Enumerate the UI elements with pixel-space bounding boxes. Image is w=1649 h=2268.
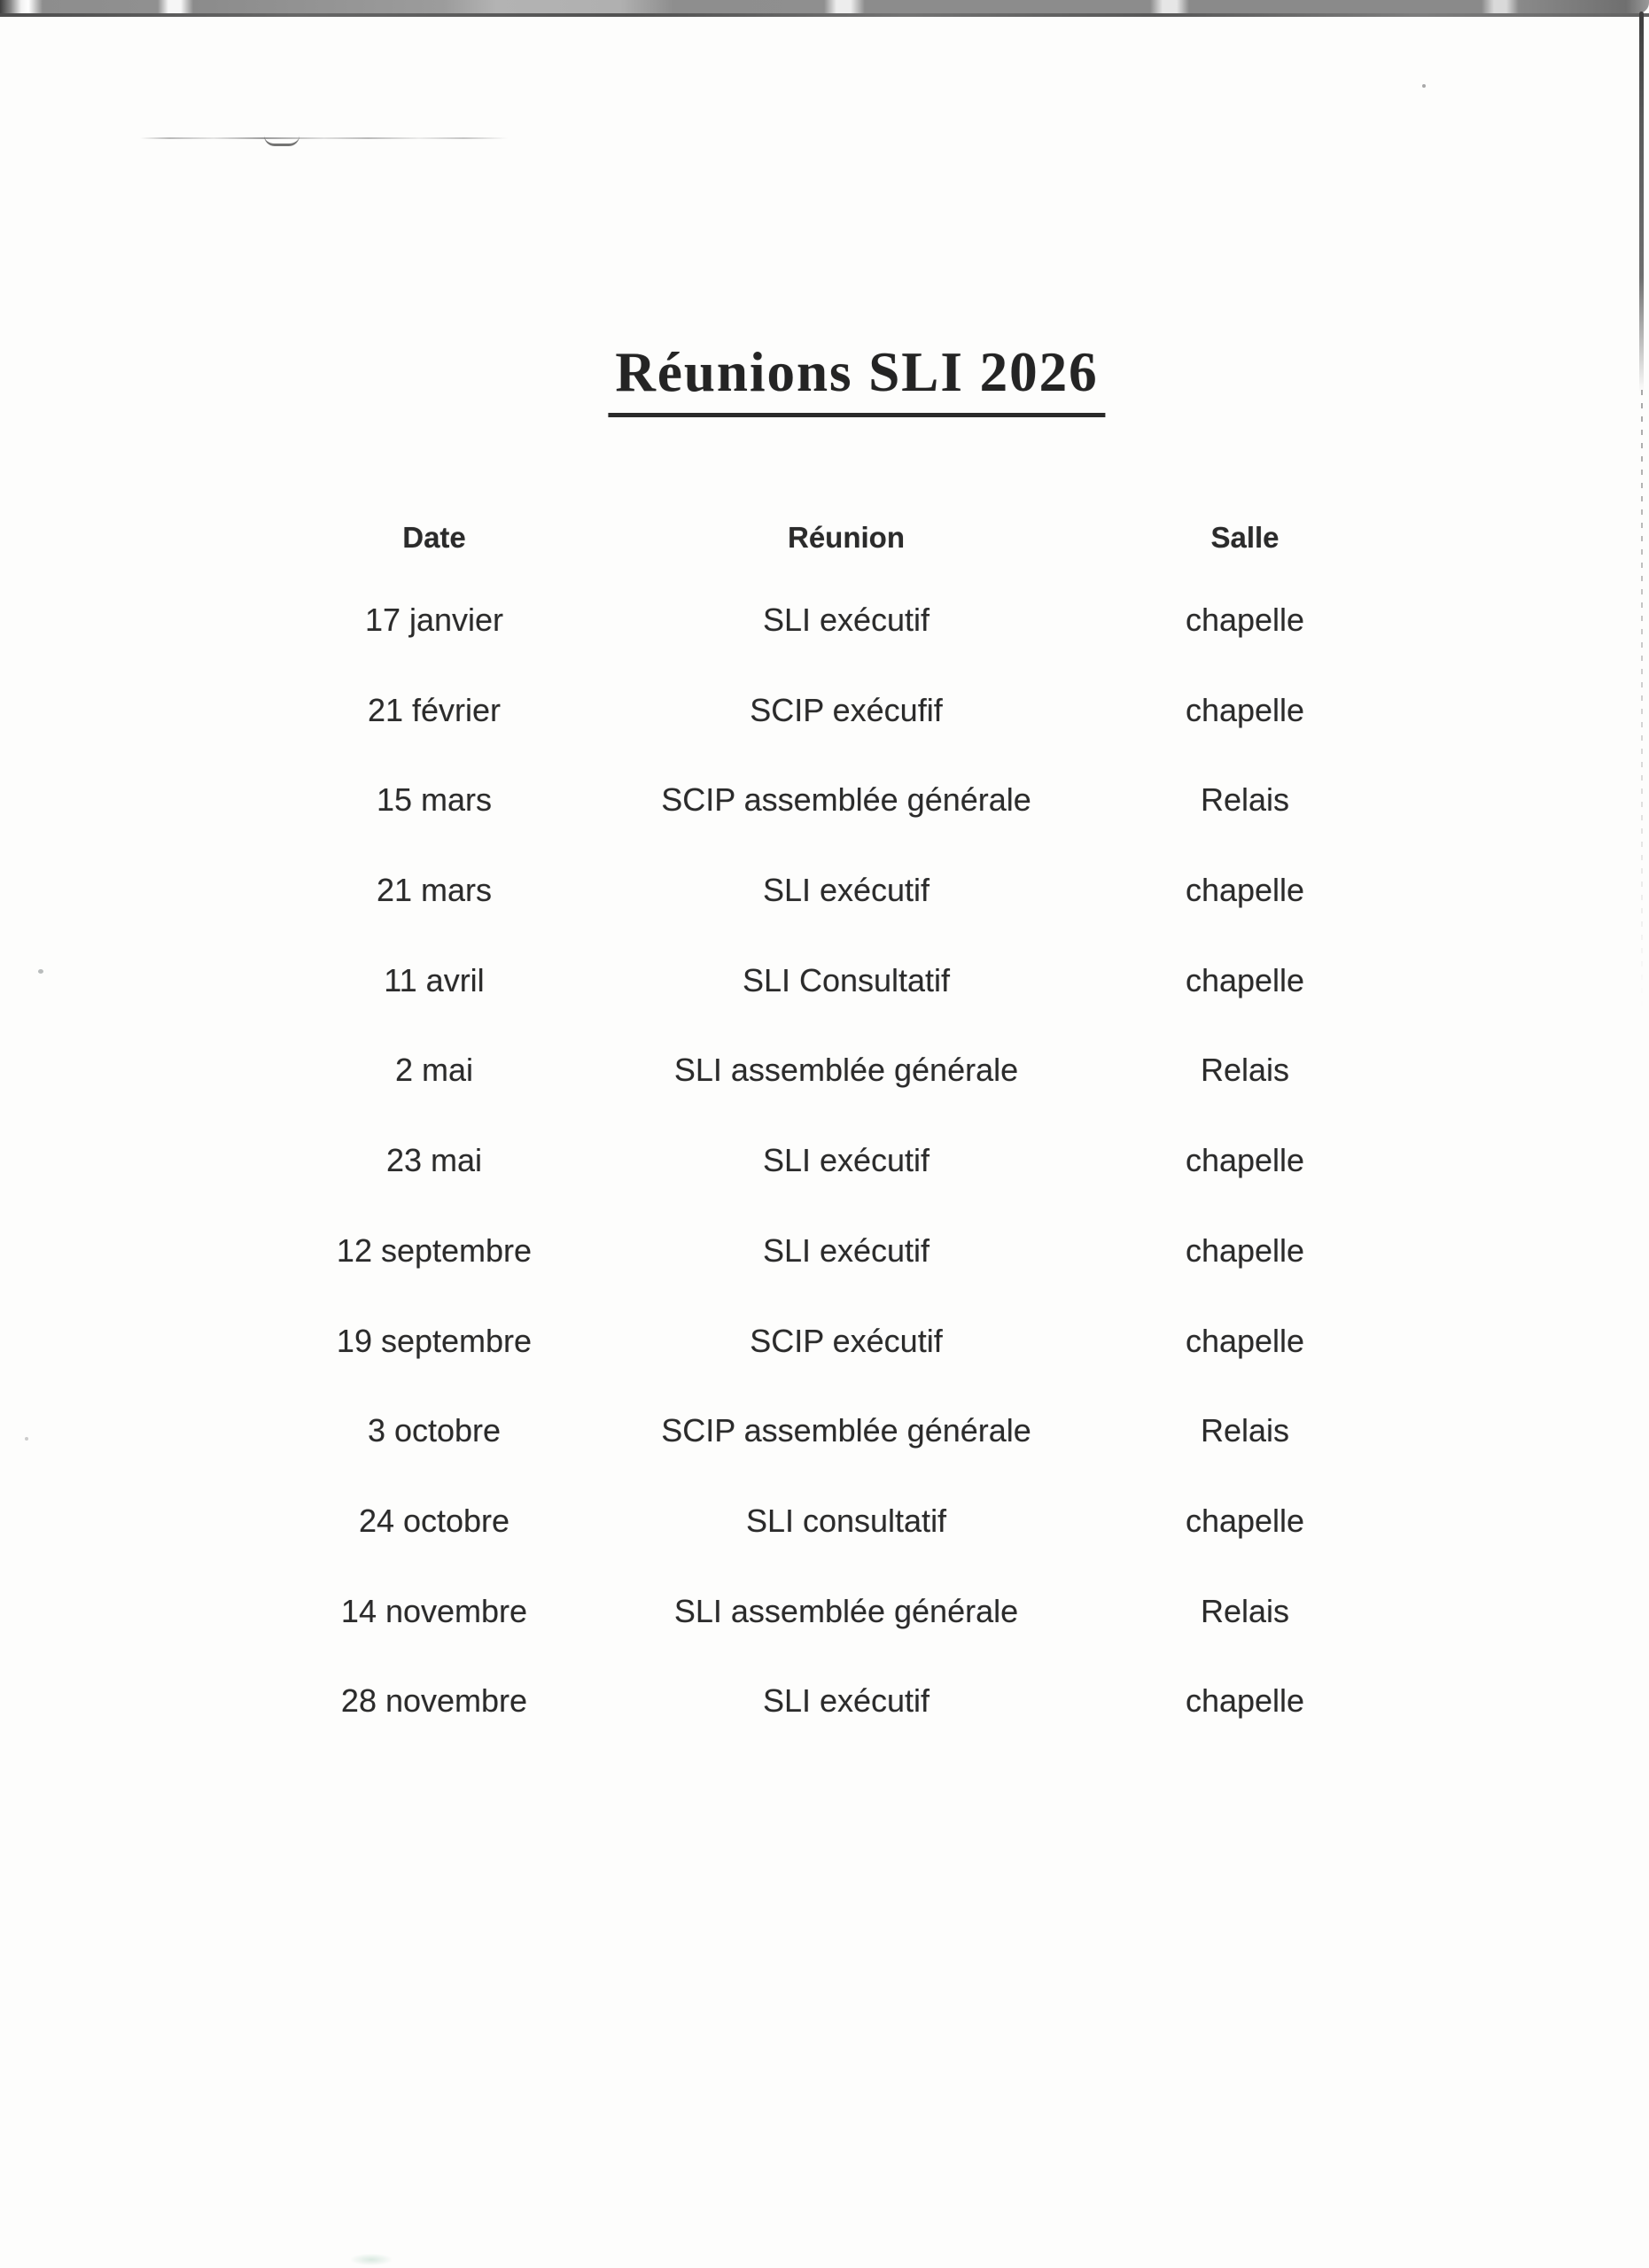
page-edge-shadow-faint: [1641, 390, 1643, 1010]
date-cell: 21 mars: [376, 872, 493, 909]
date-cell: 15 mars: [376, 781, 493, 819]
salle-cell: chapelle: [1185, 1502, 1305, 1539]
reunion-cell: SLI assemblée générale: [673, 1592, 1019, 1629]
salle-cell: chapelle: [1185, 602, 1305, 638]
reunion-cell: SLI exécutif: [762, 1231, 930, 1269]
salle-cell: Relais: [1200, 1592, 1290, 1629]
reunion-cell: SLI exécutif: [762, 1142, 930, 1179]
salle-cell: chapelle: [1185, 1142, 1305, 1179]
scan-speck: [25, 1437, 28, 1441]
pencil-scuff-mark: [140, 133, 508, 149]
salle-cell: Relais: [1200, 781, 1290, 819]
table-header-row: [292, 518, 1373, 557]
page-edge-shadow: [1639, 12, 1644, 392]
reunion-cell: SCIP exécutif: [750, 1322, 943, 1359]
date-cell: 19 septembre: [336, 1322, 533, 1359]
scan-speck: [1422, 84, 1426, 88]
reunion-cell: SLI exécutif: [762, 602, 930, 638]
scuff-dip: [264, 136, 299, 146]
reunion-cell: SLI assemblée générale: [673, 1052, 1019, 1089]
salle-cell: Relais: [1200, 1412, 1290, 1449]
date-cell: 11 avril: [384, 961, 485, 998]
salle-cell: chapelle: [1185, 1322, 1305, 1359]
reunion-cell: SCIP exécufif: [750, 691, 943, 728]
date-cell: 23 mai: [385, 1142, 483, 1179]
reunion-cell: SLI exécutif: [762, 872, 930, 909]
meetings-table-rows: [292, 601, 1373, 1772]
salle-cell: Relais: [1200, 1052, 1290, 1089]
scan-smudge: [351, 2254, 392, 2265]
reunion-cell: SCIP assemblée générale: [661, 781, 1031, 819]
column-header-reunion: Réunion: [788, 521, 905, 554]
reunion-cell: SLI Consultatif: [742, 961, 951, 998]
salle-cell: chapelle: [1185, 1231, 1305, 1269]
column-header-date: Date: [402, 521, 466, 554]
date-cell: 24 octobre: [358, 1502, 510, 1539]
date-cell: 17 janvier: [364, 602, 504, 638]
salle-cell: chapelle: [1185, 691, 1305, 728]
reunion-cell: SCIP assemblée générale: [661, 1412, 1031, 1449]
reunion-cell: SLI consultatif: [745, 1502, 947, 1539]
column-header-salle: Salle: [1210, 521, 1280, 554]
date-cell: 2 mai: [394, 1052, 474, 1089]
scan-speck: [38, 969, 43, 974]
page-title: Réunions SLI 2026: [608, 340, 1105, 417]
date-cell: 28 novembre: [340, 1682, 528, 1720]
salle-cell: chapelle: [1185, 961, 1305, 998]
date-cell: 21 février: [367, 691, 502, 728]
date-cell: 12 septembre: [336, 1231, 533, 1269]
date-cell: 14 novembre: [340, 1592, 528, 1629]
date-cell: 3 octobre: [367, 1412, 502, 1449]
salle-cell: chapelle: [1185, 1682, 1305, 1720]
scuff-line: [140, 137, 508, 139]
salle-cell: chapelle: [1185, 872, 1305, 909]
scanner-edge-bar: [0, 0, 1649, 13]
reunion-cell: SLI exécutif: [762, 1682, 930, 1720]
